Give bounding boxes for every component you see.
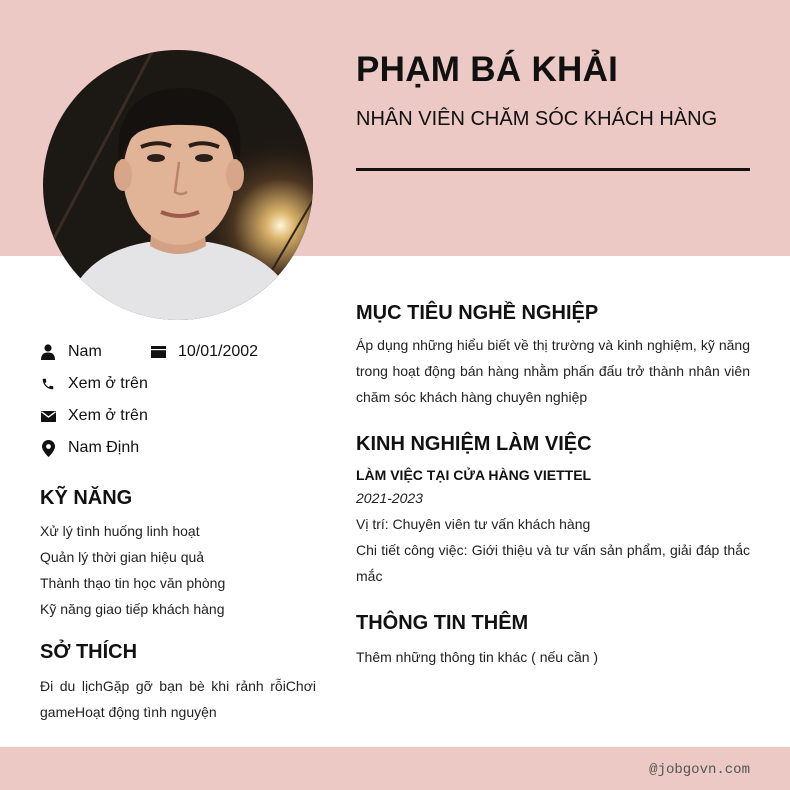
profile-photo bbox=[43, 50, 313, 320]
skill-item: Thành thạo tin học văn phòng bbox=[40, 575, 226, 591]
skill-item: Kỹ năng giao tiếp khách hàng bbox=[40, 601, 225, 617]
gender-value: Nam bbox=[68, 343, 102, 360]
phone-icon bbox=[40, 376, 56, 392]
location-pin-icon bbox=[40, 440, 56, 456]
candidate-name: PHẠM BÁ KHẢI bbox=[356, 50, 619, 89]
job-period: 2021-2023 bbox=[356, 490, 423, 506]
footer-brand: @jobgovn.com bbox=[649, 762, 750, 778]
objective-text: Áp dụng những hiểu biết về thị trường và kinh nghiệm, kỹ năng trong hoạt động bán hàng nhằm phấn đấu trở thành nhân viên chăm sóc khách hàng chuyên nghiệp bbox=[356, 337, 750, 405]
hobbies-text: Đi du lịchGặp gỡ bạn bè khi rảnh rỗiChơi gameHoạt động tình nguyện bbox=[40, 678, 316, 720]
email-icon bbox=[40, 408, 56, 424]
person-icon bbox=[40, 344, 56, 360]
birthday-row bbox=[150, 343, 258, 361]
skill-item: Xử lý tình huống linh hoạt bbox=[40, 523, 200, 539]
gender-row bbox=[40, 343, 102, 361]
address-row bbox=[40, 439, 139, 457]
header-divider bbox=[356, 168, 750, 171]
skills-title: KỸ NĂNG bbox=[40, 487, 133, 509]
calendar-icon bbox=[150, 344, 166, 360]
hobbies-title: SỞ THÍCH bbox=[40, 641, 138, 663]
birthday-value: 10/01/2002 bbox=[178, 343, 259, 360]
objective-title: MỤC TIÊU NGHỀ NGHIỆP bbox=[356, 302, 599, 324]
additional-text: Thêm những thông tin khác ( nếu cần ) bbox=[356, 649, 599, 665]
email-value: Xem ở trên bbox=[68, 407, 148, 424]
skill-item: Quản lý thời gian hiệu quả bbox=[40, 549, 205, 565]
job-role: Vị trí: Chuyên viên tư vấn khách hàng bbox=[356, 516, 591, 532]
email-row bbox=[40, 407, 148, 425]
job-position: NHÂN VIÊN CHĂM SÓC KHÁCH HÀNG bbox=[356, 108, 718, 130]
phone-row bbox=[40, 375, 148, 393]
address-value: Nam Định bbox=[68, 439, 140, 456]
additional-title: THÔNG TIN THÊM bbox=[356, 612, 529, 634]
job-details: Chi tiết công việc: Giới thiệu và tư vấn sản phẩm, giải đáp thắc mắc bbox=[356, 542, 750, 584]
experience-title: KINH NGHIỆM LÀM VIỆC bbox=[356, 433, 592, 455]
job-title: LÀM VIỆC TẠI CỬA HÀNG VIETTEL bbox=[356, 467, 592, 483]
phone-value: Xem ở trên bbox=[68, 375, 148, 392]
